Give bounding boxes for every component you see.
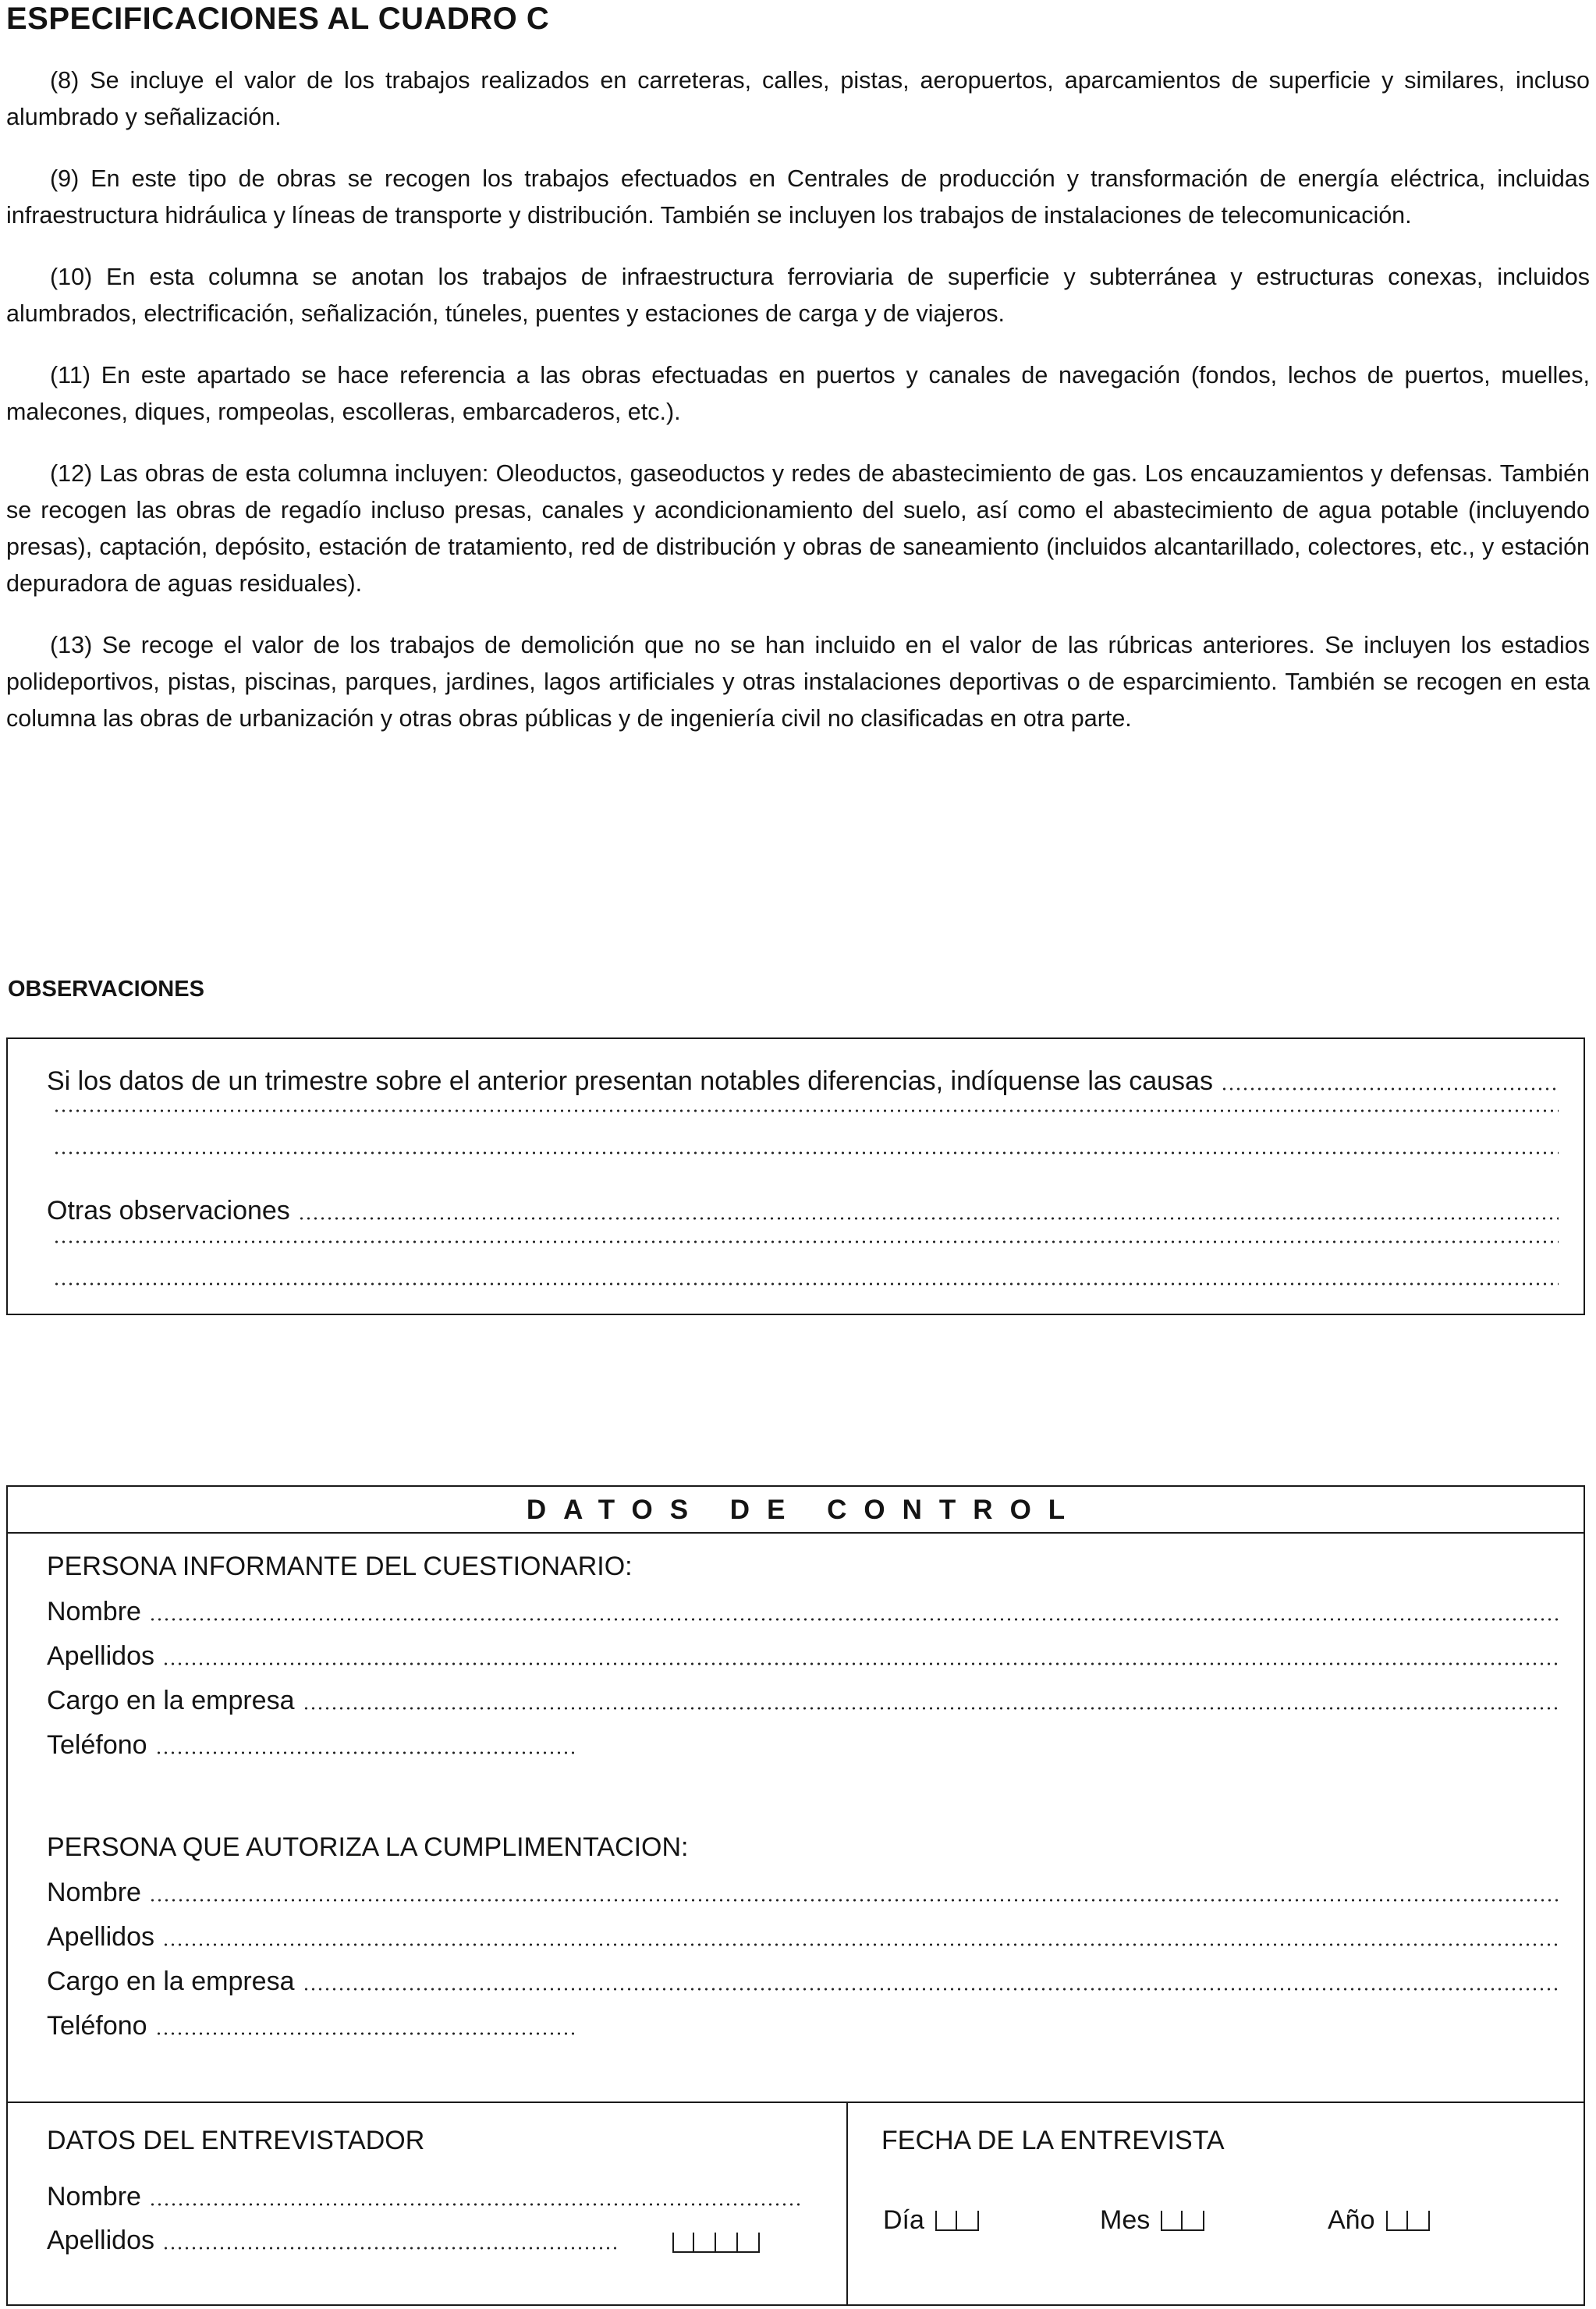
note-8: (8) Se incluye el valor de los trabajos realizados en carreteras, calles, pistas, aeropuertos, aparcamientos de superficie y similares, incluso alumbrado y señalización. bbox=[6, 67, 1590, 130]
interviewer-name-label: Nombre bbox=[47, 2182, 141, 2211]
informant-surname-field[interactable] bbox=[47, 1640, 1559, 1672]
digit-box[interactable] bbox=[738, 2233, 760, 2253]
interviewer-surname-field[interactable] bbox=[47, 2225, 616, 2256]
dotted-line bbox=[1221, 1087, 1559, 1091]
other-observations-line-2[interactable] bbox=[53, 1282, 1559, 1292]
dotted-line bbox=[53, 1282, 1559, 1286]
interview-date-heading: FECHA DE LA ENTREVISTA bbox=[881, 2126, 1225, 2155]
digit-box[interactable] bbox=[935, 2211, 957, 2231]
causes-field[interactable] bbox=[47, 1066, 1559, 1097]
dotted-line bbox=[149, 1618, 1559, 1621]
other-observations-line-1[interactable] bbox=[53, 1240, 1559, 1250]
digit-box[interactable] bbox=[694, 2233, 716, 2253]
dotted-line bbox=[53, 1240, 1559, 1243]
informant-position-field[interactable] bbox=[47, 1685, 1559, 1716]
specifications-title: ESPECIFICACIONES AL CUADRO C bbox=[6, 2, 550, 36]
other-observations-field[interactable] bbox=[47, 1195, 1559, 1226]
interview-year-field[interactable] bbox=[1328, 2204, 1430, 2236]
note-12: (12) Las obras de esta columna incluyen: Oleoductos, gaseoductos y redes de abastecimiento de gas. Los encauzamientos y defensas. También se recogen las obras de regadío incluso presas, canales y acondicionamiento del suelo, así como el abastecimiento de agua potable (incluyendo presas), captación, depósito, estación de tratamiento, red de distribución y obras de saneamiento (incluidos alcantarillado, colectores, etc., y estación depuradora de aguas residuales). bbox=[6, 460, 1590, 597]
other-observations-label: Otras observaciones bbox=[47, 1196, 290, 1225]
observaciones-box bbox=[6, 1037, 1585, 1315]
dotted-line bbox=[298, 1217, 1559, 1220]
causes-continuation-line-2[interactable] bbox=[53, 1151, 1559, 1161]
day-boxes[interactable] bbox=[935, 2208, 979, 2231]
dotted-line bbox=[155, 2032, 579, 2035]
specifications-notes bbox=[6, 62, 1590, 762]
authorizer-name-label: Nombre bbox=[47, 1878, 141, 1907]
authorizer-phone-label: Teléfono bbox=[47, 2011, 147, 2041]
observaciones-title: OBSERVACIONES bbox=[8, 977, 204, 1002]
control-data-title: DATOS DE CONTROL bbox=[8, 1487, 1584, 1534]
interviewer-heading: DATOS DEL ENTREVISTADOR bbox=[47, 2126, 425, 2155]
digit-box[interactable] bbox=[1183, 2211, 1204, 2231]
note-9: (9) En este tipo de obras se recogen los trabajos efectuados en Centrales de producción y transformación de energía eléctrica, incluidas infraestructura hidráulica y líneas de transporte y distribución. También se incluyen los trabajos de instalaciones de telecomunicación. bbox=[6, 165, 1590, 229]
authorizer-heading: PERSONA QUE AUTORIZA LA CUMPLIMENTACION: bbox=[47, 1832, 689, 1862]
digit-box[interactable] bbox=[1408, 2211, 1430, 2231]
interview-month-field[interactable] bbox=[1100, 2204, 1204, 2236]
dotted-line bbox=[53, 1151, 1559, 1154]
dotted-line bbox=[149, 2203, 803, 2206]
month-label: Mes bbox=[1100, 2205, 1151, 2235]
dotted-line bbox=[303, 1988, 1559, 1991]
control-data-box bbox=[6, 1485, 1585, 2306]
year-boxes[interactable] bbox=[1386, 2208, 1430, 2231]
dotted-line bbox=[162, 1662, 1559, 1665]
month-boxes[interactable] bbox=[1161, 2208, 1204, 2231]
interviewer-code-boxes[interactable] bbox=[672, 2229, 760, 2253]
informant-name-label: Nombre bbox=[47, 1597, 141, 1626]
authorizer-position-field[interactable] bbox=[47, 1966, 1559, 1997]
interviewer-surname-label: Apellidos bbox=[47, 2226, 154, 2255]
authorizer-surname-label: Apellidos bbox=[47, 1922, 154, 1952]
control-column-divider bbox=[846, 2102, 848, 2306]
dotted-line bbox=[53, 1109, 1559, 1112]
informant-heading: PERSONA INFORMANTE DEL CUESTIONARIO: bbox=[47, 1552, 633, 1581]
dotted-line bbox=[162, 1943, 1559, 1946]
interview-day-field[interactable] bbox=[883, 2204, 979, 2236]
control-bottom-divider bbox=[8, 2102, 1584, 2103]
informant-phone-field[interactable] bbox=[47, 1729, 579, 1761]
informant-surname-label: Apellidos bbox=[47, 1641, 154, 1671]
authorizer-phone-field[interactable] bbox=[47, 2010, 579, 2041]
digit-box[interactable] bbox=[957, 2211, 979, 2231]
dotted-line bbox=[303, 1707, 1559, 1710]
authorizer-surname-field[interactable] bbox=[47, 1921, 1559, 1953]
note-13: (13) Se recoge el valor de los trabajos de demolición que no se han incluido en el valor de las rúbricas anteriores. Se incluyen los estadios polideportivos, pistas, piscinas, parques, jardines, lagos artificiales y otras instalaciones deportivas o de esparcimiento. También se recogen en esta columna las obras de urbanización y otras obras públicas y de ingeniería civil no clasificadas en otra parte. bbox=[6, 632, 1590, 732]
year-label: Año bbox=[1328, 2205, 1375, 2235]
informant-position-label: Cargo en la empresa bbox=[47, 1686, 295, 1715]
day-label: Día bbox=[883, 2205, 924, 2235]
digit-box[interactable] bbox=[672, 2233, 694, 2253]
causes-question: Si los datos de un trimestre sobre el anterior presentan notables diferencias, indíquense las causas bbox=[47, 1066, 1213, 1096]
authorizer-position-label: Cargo en la empresa bbox=[47, 1967, 295, 1996]
authorizer-name-field[interactable] bbox=[47, 1877, 1559, 1908]
note-10: (10) En esta columna se anotan los trabajos de infraestructura ferroviaria de superficie y subterránea y estructuras conexas, incluidos alumbrados, electrificación, señalización, túneles, puentes y estaciones de carga y de viajeros. bbox=[6, 264, 1590, 327]
informant-name-field[interactable] bbox=[47, 1596, 1559, 1627]
interviewer-name-field[interactable] bbox=[47, 2181, 803, 2212]
digit-box[interactable] bbox=[1386, 2211, 1408, 2231]
dotted-line bbox=[149, 1899, 1559, 1902]
digit-box[interactable] bbox=[716, 2233, 738, 2253]
informant-phone-label: Teléfono bbox=[47, 1730, 147, 1760]
causes-continuation-line-1[interactable] bbox=[53, 1109, 1559, 1119]
dotted-line bbox=[155, 1751, 579, 1754]
note-11: (11) En este apartado se hace referencia a las obras efectuadas en puertos y canales de navegación (fondos, lechos de puertos, muelles, malecones, diques, rompeolas, escolleras, embarcaderos, etc.). bbox=[6, 362, 1590, 425]
digit-box[interactable] bbox=[1161, 2211, 1183, 2231]
dotted-line bbox=[162, 2247, 616, 2250]
